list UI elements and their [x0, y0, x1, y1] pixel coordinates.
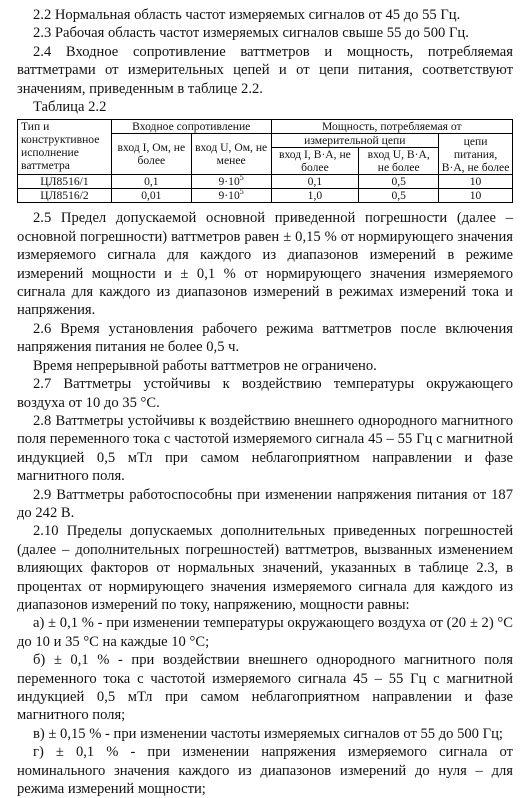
cell-input-u-exp: 5: [239, 187, 244, 197]
paragraph-2-10: 2.10 Пределы допускаемых дополнительных приведенных погрешностей (далее – дополнительных погрешностей) ваттметров, вызванных изменением влияющих факторов от нормальных значений, указанных в таблице 2.3, в процентах от нормирующего значения измеряемого сигнала для каждого из диапазонов измерений по току, напряжению, мощности равны:: [17, 523, 513, 613]
list-item-a: а) ± 0,1 % - при изменении температуры окружающего воздуха от (20 ± 2) °С до 10 и 35 °С на каждые 10 °С;: [17, 615, 513, 650]
header-measuring-circuit: измерительной цепи: [271, 134, 439, 148]
paragraph-2-8: 2.8 Ваттметры устойчивы к воздействию внешнего однородного магнитного поля переменного тока с частотой измеряемого сигнала 45 – 55 Гц с магнитной индукцией 0,5 мТл при самом неблагоприятном направлении и фазе магнитного поля.: [17, 412, 513, 485]
paragraph-2-2: 2.2 Нормальная область частот измеряемых сигналов от 45 до 55 Гц.: [33, 7, 461, 23]
header-input-u: вход U, Ом, не менее: [191, 134, 271, 175]
header-type: Тип и конструктивное исполнение ваттметра: [18, 120, 112, 175]
table-header-row: [18, 120, 513, 134]
header-power-u: вход U, В·А, не более: [359, 148, 439, 175]
cell-input-i: 0,1: [111, 175, 191, 189]
cell-input-i: 0,01: [111, 189, 191, 203]
cell-input-u: [191, 189, 271, 203]
cell-type: ЦЛ8516/1: [18, 175, 112, 189]
list-item-g: г) ± 0,1 % - при изменении напряжения измеряемого сигнала от номинального значения каждого из диапазонов измерений до нуля – для режима измерений мощности;: [17, 744, 513, 798]
spec-table: [17, 119, 513, 203]
header-power-i: вход I, В·А, не более: [271, 148, 359, 175]
paragraph-continuous-work: Время непрерывной работы ваттметров не ограничено.: [33, 357, 377, 374]
header-power-consumption: Мощность, потребляемая от: [271, 120, 512, 134]
cell-power-u: 0,5: [359, 175, 439, 189]
header-supply: цепи питания, В·А, не более: [439, 134, 513, 175]
paragraph-2-4: 2.4 Входное сопротивление ваттметров и мощность, потребляемая ваттметрами от измерительных цепей и от цепи питания, соответствуют значениям, приведенным в таблице 2.2.: [17, 43, 513, 97]
cell-input-u-exp: 5: [239, 173, 244, 183]
cell-type: ЦЛ8516/2: [18, 189, 112, 203]
cell-input-u-base: 9·10: [218, 175, 240, 189]
table-row: [18, 175, 513, 189]
paragraph-2-9: 2.9 Ваттметры работоспособны при изменении напряжения питания от 187 до 242 В.: [17, 486, 513, 521]
table-row: [18, 189, 513, 203]
cell-power-i: 0,1: [271, 175, 359, 189]
list-item-v: в) ± 0,15 % - при изменении частоты измеряемых сигналов от 55 до 500 Гц;: [33, 725, 503, 742]
header-input-resistance: Входное сопротивление: [111, 120, 271, 134]
cell-supply: 10: [439, 189, 513, 203]
paragraph-2-5: 2.5 Предел допускаемой основной приведенной погрешности (далее – основной погрешности) ваттметров равен ± 0,15 % от нормирующего значения измеряемого сигнала для каждого из диапазонов измерений в режиме измерений мощности и ± 0,1 % от нормирующего значения измеряемого сигнала для каждого из диапазонов измерений в режимах измерений тока и напряжения.: [17, 210, 513, 319]
cell-supply: 10: [439, 175, 513, 189]
cell-power-i: 1,0: [271, 189, 359, 203]
list-item-b: б) ± 0,1 % - при воздействии внешнего однородного магнитного поля переменного тока с частотой измеряемого сигнала 45 – 55 Гц с магнитной индукцией 0,5 мТл при самом неблагоприятном направлении и фазе магнитного поля;: [17, 652, 513, 724]
header-input-i: вход I, Ом, не более: [111, 134, 191, 175]
paragraph-2-3: 2.3 Рабочая область частот измеряемых сигналов свыше 55 до 500 Гц.: [33, 25, 469, 42]
paragraph-2-6: 2.6 Время установления рабочего режима ваттметров после включения напряжения питания не более 0,5 ч.: [17, 320, 513, 356]
table-caption: Таблица 2.2: [33, 99, 107, 116]
cell-input-u: [191, 175, 271, 189]
cell-input-u-base: 9·10: [218, 189, 240, 203]
document-page: [17, 6, 513, 798]
paragraph-2-7: 2.7 Ваттметры устойчивы к воздействию температуры окружающего воздуха от 10 до 35 °С.: [17, 376, 513, 411]
cell-power-u: 0,5: [359, 189, 439, 203]
